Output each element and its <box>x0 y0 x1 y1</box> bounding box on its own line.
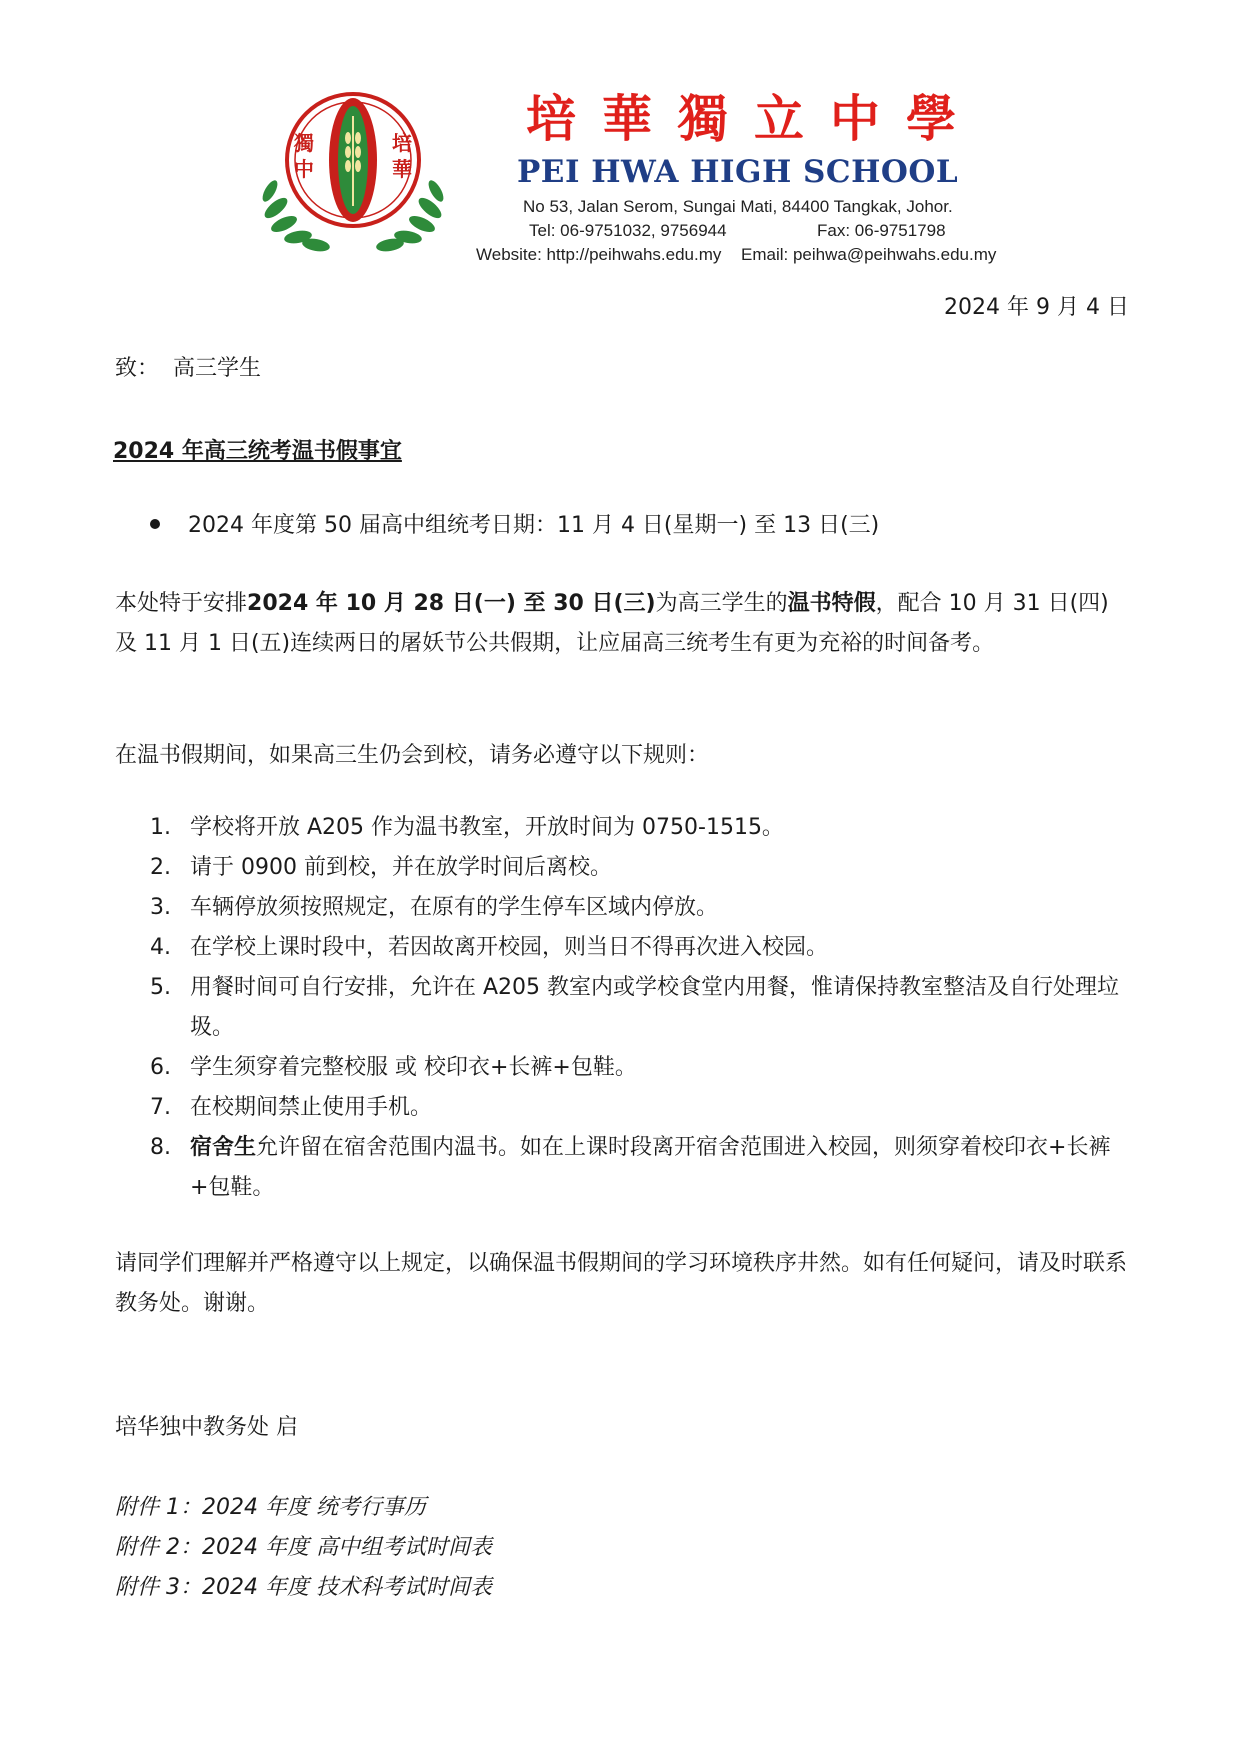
rule-item <box>150 1128 1130 1208</box>
para1-special-leave: 温书特假 <box>787 591 876 616</box>
rule-text: 学生须穿着完整校服 或 校印衣+长裤+包鞋。 <box>190 1055 637 1080</box>
letter-title: 2024 年高三统考温书假事宜 <box>113 439 402 464</box>
school-name-en: PEI HWA HIGH SCHOOL <box>517 154 959 190</box>
school-fax: Fax: 06-9751798 <box>817 221 946 240</box>
rule-text: 在校期间禁止使用手机。 <box>190 1095 433 1120</box>
rule-text: 在学校上课时段中，若因故离开校园，则当日不得再次进入校园。 <box>190 935 829 960</box>
rule-bold-text: 宿舍生 <box>190 1135 257 1160</box>
paragraph-rules-intro: 在温书假期间，如果高三生仍会到校，请务必遵守以下规则： <box>115 743 710 768</box>
attachment-1: 附件 1：2024 年度 统考行事历 <box>115 1495 426 1520</box>
paragraph-closing: 请同学们理解并严格遵守以上规定，以确保温书假期间的学习环境秩序井然。如有任何疑问，请及时联系教务处。谢谢。 <box>115 1251 1128 1316</box>
para1-holiday-dates: 2024 年 10 月 28 日(一) 至 30 日(三) <box>247 591 656 616</box>
signature: 培华独中教务处 启 <box>115 1415 298 1440</box>
rule-text: 车辆停放须按照规定，在原有的学生停车区域内停放。 <box>190 895 719 920</box>
school-tel: Tel: 06-9751032, 9756944 <box>529 221 727 240</box>
rule-item <box>150 968 1130 1048</box>
recipient: 致： 高三学生 <box>115 356 261 381</box>
rule-text: 学校将开放 A205 作为温书教室，开放时间为 0750-1515。 <box>190 815 784 840</box>
attachment-2: 附件 2：2024 年度 高中组考试时间表 <box>115 1535 492 1560</box>
school-name-cn: 培華獨立中學 <box>526 89 982 148</box>
exam-date-bullet <box>150 506 879 546</box>
logo-right-text: 培華 <box>392 131 412 181</box>
para1-part2: 为高三学生的 <box>655 591 788 616</box>
para1-part3: ，配合 10 月 31 日(四) 及 11 月 1 日(五)连续两日的屠妖节公共假期，让应届高三统考生有更为充裕的时间备考。 <box>115 591 1109 656</box>
rule-number: 5. <box>150 975 171 1000</box>
rule-item <box>150 808 1130 848</box>
rule-item <box>150 1088 1130 1128</box>
rule-item <box>150 848 1130 888</box>
school-address: No 53, Jalan Serom, Sungai Mati, 84400 Tangkak, Johor. <box>523 197 953 216</box>
rule-item <box>150 888 1130 928</box>
rule-number: 6. <box>150 1055 171 1080</box>
rule-text: 允许留在宿舍范围内温书。如在上课时段离开宿舍范围进入校园，则须穿着校印衣+长裤+包鞋。 <box>190 1135 1111 1200</box>
rule-number: 2. <box>150 855 171 880</box>
paragraph-holiday <box>115 584 1130 664</box>
bullet-dot-icon <box>150 519 160 529</box>
rule-number: 7. <box>150 1095 171 1120</box>
school-website: Website: http://peihwahs.edu.my <box>476 245 722 264</box>
rule-item <box>150 928 1130 968</box>
logo-left-text: 獨中 <box>294 131 314 181</box>
rule-number: 8. <box>150 1135 171 1160</box>
rules-list <box>150 808 1130 1208</box>
rule-text: 用餐时间可自行安排，允许在 A205 教室内或学校食堂内用餐，惟请保持教室整洁及自行处理垃圾。 <box>190 975 1120 1040</box>
rule-number: 3. <box>150 895 171 920</box>
rule-text: 请于 0900 前到校，并在放学时间后离校。 <box>190 855 612 880</box>
rule-number: 1. <box>150 815 171 840</box>
exam-date-text: 2024 年度第 50 届高中组统考日期：11 月 4 日(星期一) 至 13 日(三) <box>188 513 880 538</box>
school-email: Email: peihwa@peihwahs.edu.my <box>741 245 997 264</box>
rule-item <box>150 1048 1130 1088</box>
school-logo-icon <box>258 88 448 256</box>
attachment-3: 附件 3：2024 年度 技术科考试时间表 <box>115 1575 492 1600</box>
rule-number: 4. <box>150 935 171 960</box>
para1-part1: 本处特于安排 <box>115 591 248 616</box>
letter-date: 2024 年 9 月 4 日 <box>944 295 1129 320</box>
